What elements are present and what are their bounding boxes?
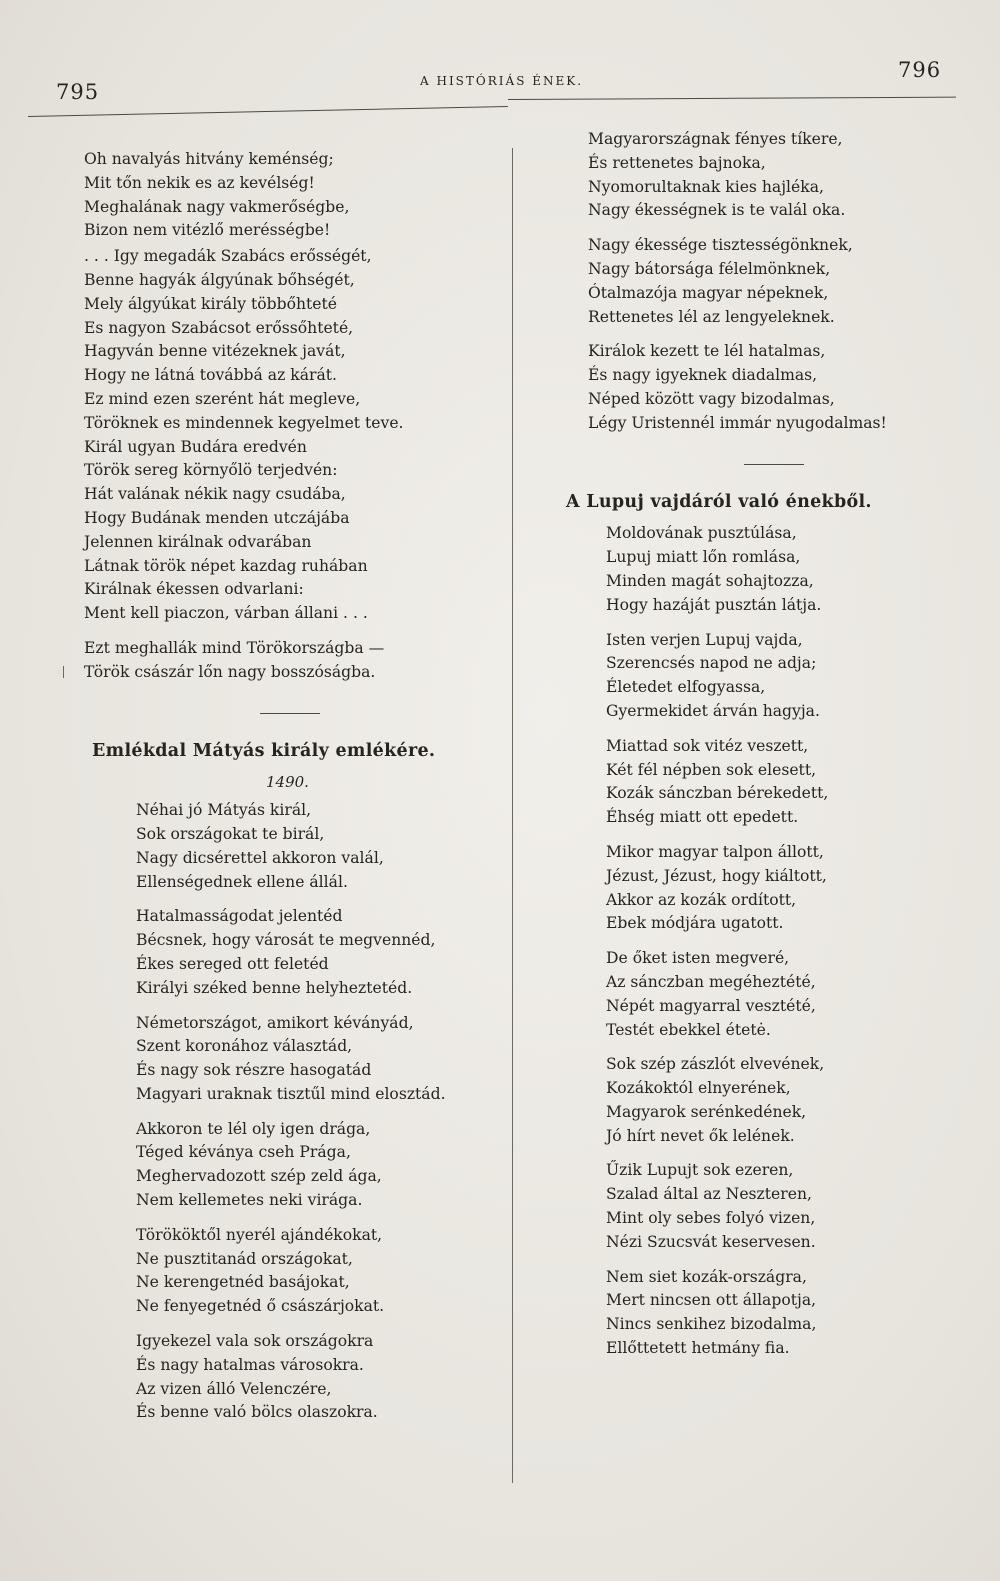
verse-line: Népét magyarral vesztété, — [606, 996, 816, 1015]
left-opening-verses — [84, 148, 504, 685]
verse-line: És benne való bölcs olaszokra. — [136, 1403, 378, 1422]
verse-line: Légy Uristennél immár nyugodalmas! — [588, 413, 887, 432]
verse-line: Hogy Budának menden utczájába — [84, 508, 350, 527]
verse-line: Nyomorultaknak kies hajléka, — [588, 177, 824, 196]
verse-line: Az sánczban megéheztété, — [606, 972, 816, 991]
verse-line: Moldovának pusztúlása, — [606, 524, 797, 543]
verse-line: Szerencsés napod ne adja; — [606, 654, 817, 673]
verse-line: Királyi széked benne helyheztetéd. — [136, 978, 413, 997]
verse-line: Nincs senkihez bizodalma, — [606, 1315, 817, 1334]
verse-line: Jelennen királnak odvarában — [84, 532, 312, 551]
verse-line: Mit tőn nekik es az kevélség! — [84, 173, 315, 192]
verse-line: Néhai jó Mátyás királ, — [136, 801, 312, 820]
verse-line: Űzik Lupujt sok ezeren, — [606, 1161, 794, 1180]
verse-line: Néped között vagy bizodalmas, — [588, 389, 835, 408]
verse-line: Mikor magyar talpon állott, — [606, 842, 824, 861]
stanza — [588, 128, 958, 223]
stanza — [606, 522, 958, 617]
verse-line: Ment kell piaczon, várban állani . . . — [84, 604, 368, 623]
stanza — [606, 947, 958, 1042]
verse-line: Isten verjen Lupuj vajda, — [606, 630, 803, 649]
verse-line: Igyekezel vala sok országokra — [136, 1332, 374, 1351]
header-rule-right — [508, 97, 956, 100]
verse-line: Bizon nem vitézlő merésségbe! — [84, 221, 331, 240]
poem-lupuj-verses — [588, 522, 958, 1361]
stanza — [606, 1053, 958, 1148]
poem-title-matyas: Emlékdal Mátyás király emlékére. — [92, 740, 436, 761]
stanza — [588, 234, 958, 329]
verse-line: Oh navalyás hitvány keménség; — [84, 150, 334, 168]
verse-line: Töröknek es mindennek kegyelmet teve. — [84, 413, 404, 432]
stanza — [606, 1159, 958, 1254]
verse-line: Sok országokat te birál, — [136, 824, 325, 843]
verse-line: Szalad által az Neszteren, — [606, 1185, 812, 1204]
verse-line: De őket isten megveré, — [606, 949, 790, 968]
verse-line: Mert nincsen ott állapotja, — [606, 1291, 817, 1310]
verse-line: Meghalának nagy vakmerőségbe, — [84, 197, 350, 216]
verse-line: . . . Igy megadák Szabács erősségét, — [84, 247, 372, 266]
stanza — [136, 1224, 504, 1319]
verse-line: Magyarok serénkedének, — [606, 1102, 807, 1121]
verse-line: Királ ugyan Budára eredvén — [84, 437, 307, 456]
verse-line: Akkoron te lél oly igen drága, — [136, 1119, 371, 1138]
page-number-right: 796 — [898, 58, 942, 82]
header-rule-left — [28, 106, 508, 117]
verse-line: Királnak ékessen odvarlani: — [84, 580, 304, 599]
stanza — [136, 1012, 504, 1107]
verse-line: És rettenetes bajnoka, — [588, 153, 766, 172]
verse-line: Meghervadozott szép zeld ága, — [136, 1167, 382, 1186]
stanza — [136, 799, 504, 894]
poem-date: 1490. — [266, 773, 309, 792]
column-divider — [512, 148, 513, 1483]
verse-line: Nézi Szucsvát keservesen. — [606, 1232, 816, 1251]
verse-line: És nagy sok részre hasogatád — [136, 1061, 372, 1080]
verse-line: Nagy ékességnek is te valál oka. — [588, 201, 846, 220]
verse-line: Benne hagyák álgyúnak bőhségét, — [84, 270, 355, 289]
section-separator-right — [744, 464, 804, 465]
verse-line: Hagyván benne vitézeknek javát, — [84, 342, 346, 361]
stanza — [84, 637, 504, 685]
verse-line: Királok kezett te lél hatalmas, — [588, 342, 826, 361]
verse-line: Hát valának nékik nagy csudába, — [84, 485, 346, 504]
verse-line: Gyermekidet árván hagyja. — [606, 701, 820, 720]
verse-line: Nagy bátorsága félelmönknek, — [588, 259, 831, 278]
stanza — [606, 629, 958, 724]
verse-line: Két fél népben sok elesett, — [606, 760, 817, 779]
verse-line: Ótalmazója magyar népeknek, — [588, 283, 829, 302]
page-number-left: 795 — [56, 80, 100, 104]
stanza — [606, 1266, 958, 1361]
verse-line: És nagy igyeknek diadalmas, — [588, 366, 818, 385]
verse-line: Nagy ékessége tisztességönknek, — [588, 236, 853, 255]
stanza — [84, 148, 504, 243]
left-column — [84, 148, 504, 1436]
verse-line: Hogy ne látná továbbá az kárát. — [84, 366, 337, 385]
stanza — [136, 1330, 504, 1425]
stanza — [84, 245, 504, 626]
verse-line: Bécsnek, hogy városát te megvennéd, — [136, 931, 436, 950]
verse-line: Lupuj miatt lőn romlása, — [606, 548, 801, 567]
running-head: A HISTÓRIÁS ÉNEK. — [420, 74, 584, 88]
verse-line: Ne pusztitanád országokat, — [136, 1249, 353, 1268]
stanza — [136, 905, 504, 1000]
verse-line: Ebek módjára ugatott. — [606, 914, 784, 933]
verse-line: És nagy hatalmas városokra. — [136, 1355, 364, 1374]
verse-line: Ellenségednek ellene állál. — [136, 872, 348, 891]
verse-line: Az vizen álló Velenczére, — [136, 1379, 332, 1398]
verse-line: Minden magát sohajtozza, — [606, 571, 814, 590]
stanza — [606, 735, 958, 830]
poem-title-lupuj: A Lupuj vajdáról való énekből. — [566, 491, 872, 512]
verse-line: Jó hírt nevet ők lelének. — [606, 1126, 795, 1145]
verse-line: Törököktől nyerél ajándékokat, — [136, 1225, 383, 1244]
verse-line: Kozák sánczban bérekedett, — [606, 784, 829, 803]
verse-line: Hatalmasságodat jelentéd — [136, 907, 343, 926]
verse-line: Kozákoktól elnyerének, — [606, 1079, 791, 1098]
stanza — [606, 841, 958, 936]
verse-line: Testét ebekkel étetė. — [606, 1020, 771, 1039]
verse-line: Török császár lőn nagy bosszóságba. — [84, 662, 376, 681]
poem-matyas-verses — [84, 799, 504, 1425]
right-continued-verses — [588, 128, 958, 436]
verse-line: Rettenetes lél az lengyeleknek. — [588, 307, 835, 326]
verse-line: Nagy dicsérettel akkoron valál, — [136, 848, 384, 867]
verse-line: Ékes sereged ott feletéd — [136, 954, 329, 973]
verse-line: Jézust, Jézust, hogy kiáltott, — [606, 866, 827, 885]
verse-line: Nem kellemetes neki virága. — [136, 1191, 363, 1210]
verse-line: Hogy hazáját pusztán látja. — [606, 595, 822, 614]
verse-line: Látnak török népet kazdag ruhában — [84, 556, 368, 575]
verse-line: Török sereg környőlö terjedvén: — [84, 461, 338, 480]
section-separator-left — [260, 713, 320, 714]
verse-line: Éhség miatt ott epedett. — [606, 808, 799, 827]
verse-line: Németországot, amikort kéványád, — [136, 1013, 414, 1032]
stanza — [588, 340, 958, 435]
verse-line: Ne fenyegetnéd ő császárjokat. — [136, 1297, 385, 1316]
verse-line: Ezt meghallák mind Törökországba — — [84, 638, 385, 657]
verse-line: Mely álgyúkat király többőhteté — [84, 294, 338, 313]
verse-line: Szent koronához választád, — [136, 1037, 353, 1056]
verse-line: Nem siet kozák-országra, — [606, 1267, 807, 1286]
stanza — [136, 1118, 504, 1213]
verse-line: Ne kerengetnéd basájokat, — [136, 1273, 350, 1292]
verse-line: Es nagyon Szabácsot erőssőhteté, — [84, 318, 354, 337]
verse-line: Téged kéványa cseh Prága, — [136, 1143, 351, 1162]
verse-line: Miattad sok vitéz veszett, — [606, 736, 809, 755]
right-column — [566, 128, 958, 1372]
verse-line: Életedet elfogyassa, — [606, 678, 766, 697]
verse-line: Mint oly sebes folyó vizen, — [606, 1209, 816, 1228]
verse-line: Magyari uraknak tisztűl mind elosztád. — [136, 1084, 446, 1103]
verse-line: Sok szép zászlót elvevének, — [606, 1055, 825, 1074]
verse-line: Ellőttetett hetmány fia. — [606, 1339, 790, 1358]
verse-line: Akkor az kozák ordított, — [606, 890, 797, 909]
verse-line: Magyarországnak fényes tíkere, — [588, 130, 843, 148]
margin-mark — [63, 666, 64, 678]
verse-line: Ez mind ezen szerént hát megleve, — [84, 389, 361, 408]
